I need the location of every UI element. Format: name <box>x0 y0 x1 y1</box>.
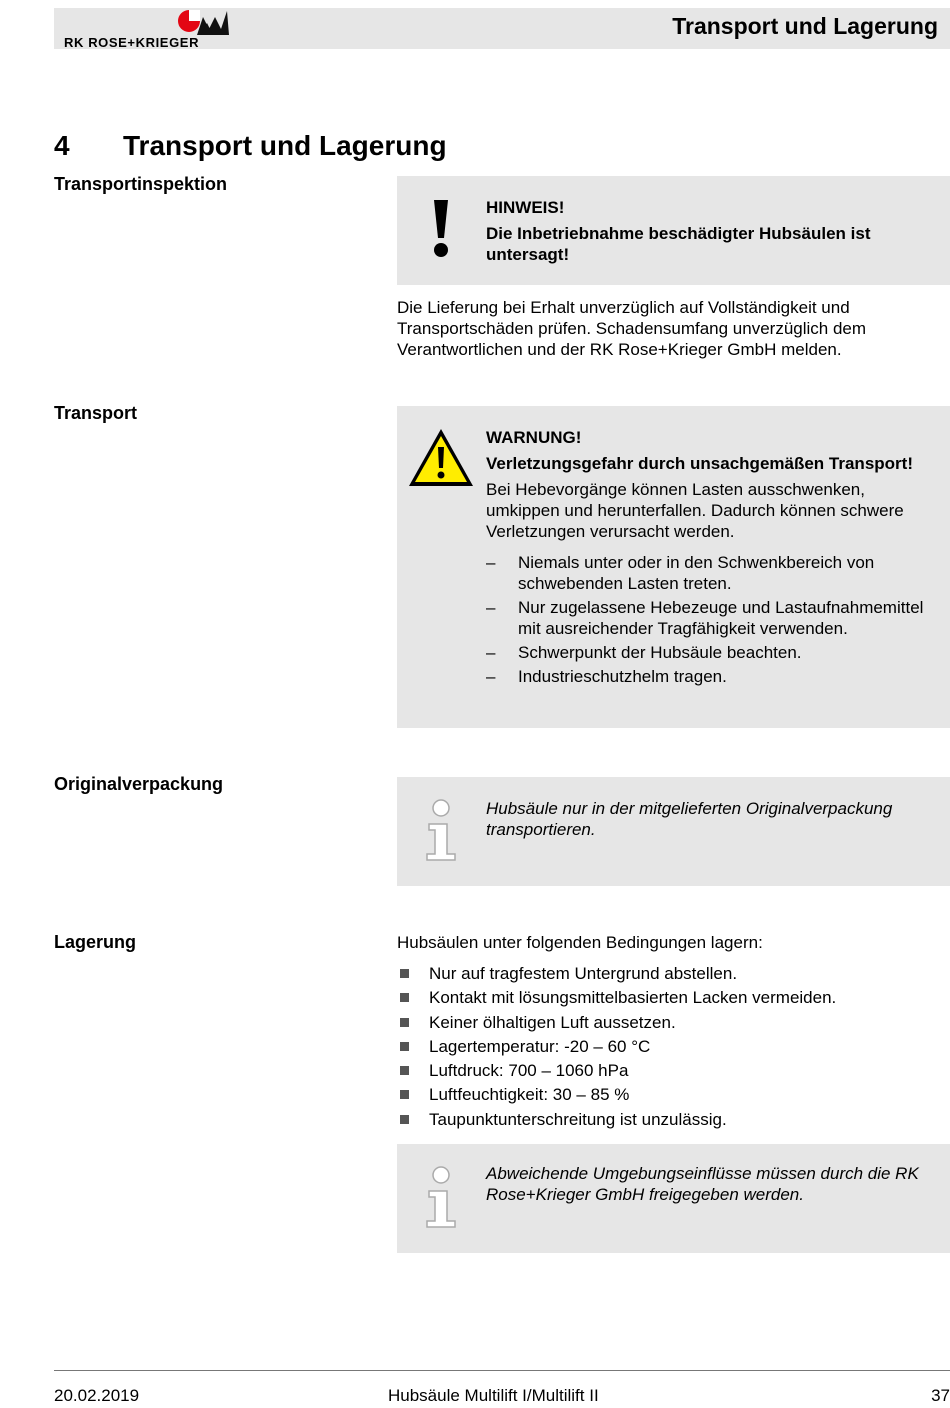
list-item <box>397 1060 947 1084</box>
list-item-text: Kontakt mit lösungsmittelbasierten Lacken vermeiden. <box>429 988 837 1008</box>
list-item <box>486 597 942 639</box>
list-item <box>486 642 942 663</box>
square-bullet <box>400 1042 409 1051</box>
list-item <box>397 1012 947 1036</box>
list-item <box>397 963 947 987</box>
section-heading-transport: Transport <box>54 403 138 423</box>
warning-title: Verletzungsgefahr durch unsachgemäßen Transport! <box>486 454 913 473</box>
exclamation-icon <box>431 200 451 258</box>
notice-label: HINWEIS! <box>486 198 565 217</box>
square-bullet <box>400 1018 409 1027</box>
square-bullet <box>400 969 409 978</box>
list-item-text: Industrieschutzhelm tragen. <box>518 667 727 686</box>
notice-text: Die Inbetriebnahme beschädigter Hubsäulen ist untersagt! <box>486 224 871 264</box>
storage-intro: Hubsäulen unter folgenden Bedingungen lagern: <box>397 933 763 952</box>
dash-bullet: – <box>486 643 496 662</box>
info-box <box>397 777 950 886</box>
info-text-packaging: Hubsäule nur in der mitgelieferten Originalverpackung transportieren. <box>486 799 893 839</box>
footer-product: Hubsäule Multilift I/Multilift II <box>388 1386 599 1405</box>
list-item <box>397 1036 947 1060</box>
warning-text: Bei Hebevorgänge können Lasten ausschwenken, umkippen und herunterfallen. Dadurch können schwere Verletzungen verursacht werden. <box>486 480 904 541</box>
footer-divider <box>54 1370 950 1371</box>
logo-mark-icon <box>177 9 229 35</box>
list-item-text: Schwerpunkt der Hubsäule beachten. <box>518 643 802 662</box>
list-item <box>486 552 942 594</box>
square-bullet <box>400 993 409 1002</box>
list-item <box>486 666 942 687</box>
list-item-text: Luftdruck: 700 – 1060 hPa <box>429 1061 629 1081</box>
list-item <box>397 1084 947 1108</box>
dash-bullet: – <box>486 553 496 572</box>
warning-label: WARNUNG! <box>486 428 582 447</box>
warning-measures-list <box>486 552 942 687</box>
list-item <box>397 987 947 1011</box>
section-heading-storage: Lagerung <box>54 932 137 952</box>
company-logo <box>64 9 230 49</box>
page-number: 37 <box>931 1386 950 1405</box>
dash-bullet: – <box>486 598 496 617</box>
storage-conditions-list <box>397 963 947 1133</box>
info-icon <box>423 798 459 862</box>
inspection-paragraph: Die Lieferung bei Erhalt unverzüglich auf Vollständigkeit und Transportschäden prüfen. Schadensumfang unverzüglich dem Verantwortlichen und der RK Rose+Krieger GmbH melden. <box>397 298 867 359</box>
list-item-text: Nur zugelassene Hebezeuge und Lastaufnahmemittel mit ausreichender Tragfähigkeit verwenden. <box>518 598 924 638</box>
chapter-number: 4 <box>54 130 70 161</box>
square-bullet <box>400 1090 409 1099</box>
warning-box <box>397 406 950 728</box>
section-heading-inspection: Transportinspektion <box>54 174 228 194</box>
logo-text: RK ROSE+KRIEGER <box>64 35 200 50</box>
info-box <box>397 1144 950 1253</box>
chapter-title: Transport und Lagerung <box>123 130 447 161</box>
section-heading-packaging: Originalverpackung <box>54 774 224 794</box>
list-item-text: Luftfeuchtigkeit: 30 – 85 % <box>429 1085 630 1105</box>
info-icon <box>423 1165 459 1229</box>
running-header-title: Transport und Lagerung <box>672 13 938 39</box>
info-text-storage: Abweichende Umgebungseinflüsse müssen durch die RK Rose+Krieger GmbH freigegeben werden. <box>486 1164 919 1204</box>
dash-bullet: – <box>486 667 496 686</box>
list-item-text: Niemals unter oder in den Schwenkbereich von schwebenden Lasten treten. <box>518 553 875 593</box>
list-item-text: Taupunktunterschreitung ist unzulässig. <box>429 1109 727 1129</box>
list-item-text: Lagertemperatur: -20 – 60 °C <box>429 1036 651 1056</box>
list-item <box>397 1109 947 1133</box>
square-bullet <box>400 1115 409 1124</box>
list-item-text: Nur auf tragfestem Untergrund abstellen. <box>429 964 738 983</box>
square-bullet <box>400 1066 409 1075</box>
footer-date: 20.02.2019 <box>54 1386 140 1405</box>
warning-triangle-icon <box>407 427 475 489</box>
notice-box <box>397 176 950 285</box>
list-item-text: Keiner ölhaltigen Luft aussetzen. <box>429 1012 676 1032</box>
